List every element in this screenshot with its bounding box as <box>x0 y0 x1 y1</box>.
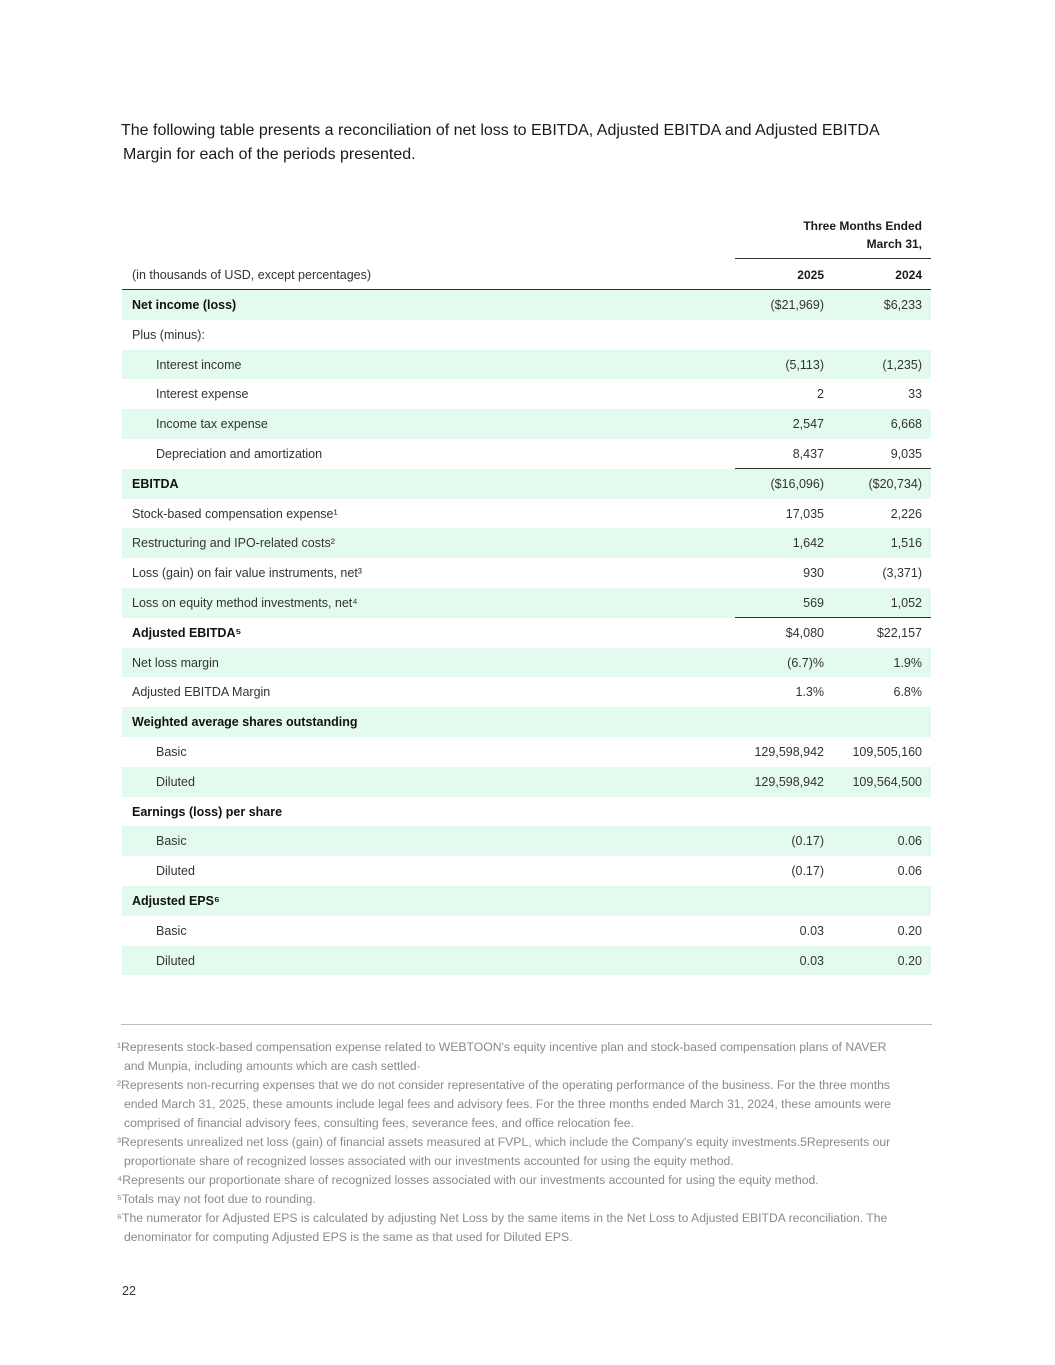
row-label: Basic <box>156 923 187 938</box>
table-row <box>122 409 931 439</box>
row-label: Adjusted EPS⁶ <box>132 893 220 908</box>
footnote-1-line-2: and Munpia, including amounts which are cash settled· <box>124 1059 421 1073</box>
value-2025: (6.7)% <box>787 655 824 670</box>
period-header <box>122 215 931 259</box>
period-header-date: March 31, <box>866 237 922 251</box>
row-label: Earnings (loss) per share <box>132 804 283 819</box>
unit-label: (in thousands of USD, except percentages) <box>132 268 372 282</box>
footnote-2-line-1: ²Represents non-recurring expenses that we do not consider representative of the operating performance of the business. For the three months <box>117 1078 890 1092</box>
row-label: Diluted <box>156 774 195 789</box>
value-2024: 109,505,160 <box>852 744 922 759</box>
value-2024: ($20,734) <box>868 476 922 491</box>
value-2024: 0.20 <box>897 923 922 938</box>
value-2025: 129,598,942 <box>754 774 824 789</box>
row-label: Diluted <box>156 864 195 879</box>
table-row <box>122 439 931 469</box>
table-row <box>122 618 931 648</box>
footnotes <box>117 1038 932 1247</box>
value-2024: 6,668 <box>890 417 922 432</box>
value-2024: $22,157 <box>876 625 922 640</box>
row-label: Plus (minus): <box>132 327 205 342</box>
value-2025: ($16,096) <box>770 476 824 491</box>
value-2024: (1,235) <box>882 357 922 372</box>
table-row <box>122 797 931 827</box>
table-row <box>122 499 931 529</box>
table-row <box>122 648 931 678</box>
table-row <box>122 469 931 499</box>
intro-line-2: Margin for each of the periods presented. <box>123 145 416 163</box>
table-row <box>122 946 931 976</box>
value-2025: ($21,969) <box>770 298 824 312</box>
table-row <box>122 737 931 767</box>
column-header-row <box>122 259 931 290</box>
value-2024: 1,052 <box>890 595 922 610</box>
footnote-3 <box>117 1133 932 1171</box>
footnote-2-line-3: comprised of financial advisory fees, consulting fees, severance fees, and office relocation fee. <box>124 1116 634 1130</box>
table-row <box>122 677 931 707</box>
footnote-5: ⁵Totals may not foot due to rounding. <box>117 1192 316 1206</box>
row-label: Net loss margin <box>132 655 219 670</box>
value-2025: 1,642 <box>792 536 824 551</box>
table-row <box>122 558 931 588</box>
row-label: Stock-based compensation expense¹ <box>132 506 338 521</box>
value-2025: 17,035 <box>785 506 824 521</box>
footnote-3-line-1: ³Represents unrealized net loss (gain) of financial assets measured at FVPL, which include the Company's equity investments.5Represents our <box>117 1135 891 1149</box>
row-label: Loss (gain) on fair value instruments, net³ <box>132 566 362 581</box>
value-2024: 33 <box>908 387 922 402</box>
reconciliation-table <box>122 215 931 975</box>
footnote-2 <box>117 1076 932 1133</box>
table-row <box>122 320 931 350</box>
table-row <box>122 379 931 409</box>
row-label: Restructuring and IPO-related costs² <box>132 536 335 551</box>
row-label: Interest income <box>156 357 242 372</box>
table-row <box>122 588 931 618</box>
column-header-2024: 2024 <box>895 268 922 282</box>
row-label: Diluted <box>156 953 195 968</box>
table-row <box>122 528 931 558</box>
value-2024: 109,564,500 <box>852 774 922 789</box>
footnote-divider <box>121 1024 932 1025</box>
value-2025: 1.3% <box>795 685 824 700</box>
footnote-6 <box>117 1209 932 1247</box>
footnote-6-line-1: ⁶The numerator for Adjusted EPS is calculated by adjusting Net Loss by the same items in the Net Loss to Adjusted EBITDA reconciliation. The <box>117 1211 888 1225</box>
value-2025: (0.17) <box>791 864 824 879</box>
page-number: 22 <box>122 1284 136 1298</box>
footnote-6-line-2: denominator for computing Adjusted EPS is the same as that used for Diluted EPS. <box>124 1230 573 1244</box>
row-label: Basic <box>156 744 187 759</box>
value-2024: 1.9% <box>893 655 922 670</box>
value-2024: (3,371) <box>882 566 922 581</box>
value-2025: 2 <box>817 387 824 402</box>
value-2025: 8,437 <box>792 446 824 461</box>
row-label: Depreciation and amortization <box>156 446 323 461</box>
footnote-1-line-1: ¹Represents stock-based compensation expense related to WEBTOON's equity incentive plan and stock-based compensation plans of NAVER <box>117 1040 887 1054</box>
row-label: Adjusted EBITDA⁵ <box>132 625 242 640</box>
value-2024: 2,226 <box>890 506 922 521</box>
row-label: Basic <box>156 834 187 849</box>
table-row <box>122 707 931 737</box>
table-row <box>122 886 931 916</box>
row-label: Adjusted EBITDA Margin <box>132 685 271 700</box>
intro-paragraph <box>121 119 921 166</box>
value-2025: 930 <box>803 566 824 581</box>
column-header-2025: 2025 <box>797 268 824 282</box>
value-2024: 9,035 <box>890 446 922 461</box>
table-row <box>122 916 931 946</box>
value-2024: 0.20 <box>897 953 922 968</box>
value-2025: 129,598,942 <box>754 744 824 759</box>
value-2025: (0.17) <box>791 834 824 849</box>
value-2024: 0.06 <box>897 834 922 849</box>
value-2025: $4,080 <box>785 625 824 640</box>
value-2024: 6.8% <box>893 685 922 700</box>
table-row <box>122 290 931 320</box>
table-row <box>122 767 931 797</box>
value-2025: 2,547 <box>792 417 824 432</box>
row-label: Weighted average shares outstanding <box>132 715 358 730</box>
table-row <box>122 350 931 380</box>
value-2024: $6,233 <box>883 298 922 312</box>
value-2024: 1,516 <box>890 536 922 551</box>
row-label: Loss on equity method investments, net⁴ <box>132 595 358 610</box>
value-2025: 0.03 <box>799 923 824 938</box>
value-2024: 0.06 <box>897 864 922 879</box>
row-label: Net income (loss) <box>132 298 237 312</box>
row-label: Interest expense <box>156 387 249 402</box>
row-label: Income tax expense <box>156 417 268 432</box>
row-label: EBITDA <box>132 476 179 491</box>
table-row <box>122 856 931 886</box>
period-header-title: Three Months Ended <box>803 219 922 233</box>
footnote-3-line-2: proportionate share of recognized losses associated with our investments accounted for using the equity method. <box>124 1154 734 1168</box>
footnote-2-line-2: ended March 31, 2025, these amounts include legal fees and advisory fees. For the three months ended March 31, 2024, these amounts were <box>124 1097 891 1111</box>
footnote-1 <box>117 1038 932 1076</box>
value-2025: 0.03 <box>799 953 824 968</box>
intro-line-1: The following table presents a reconciliation of net loss to EBITDA, Adjusted EBITDA and Adjusted EBITDA <box>121 122 880 139</box>
value-2025: (5,113) <box>785 357 824 372</box>
footnote-4: ⁴Represents our proportionate share of recognized losses associated with our investments accounted for using the equity method. <box>117 1173 819 1187</box>
value-2025: 569 <box>803 595 824 610</box>
table-row <box>122 826 931 856</box>
